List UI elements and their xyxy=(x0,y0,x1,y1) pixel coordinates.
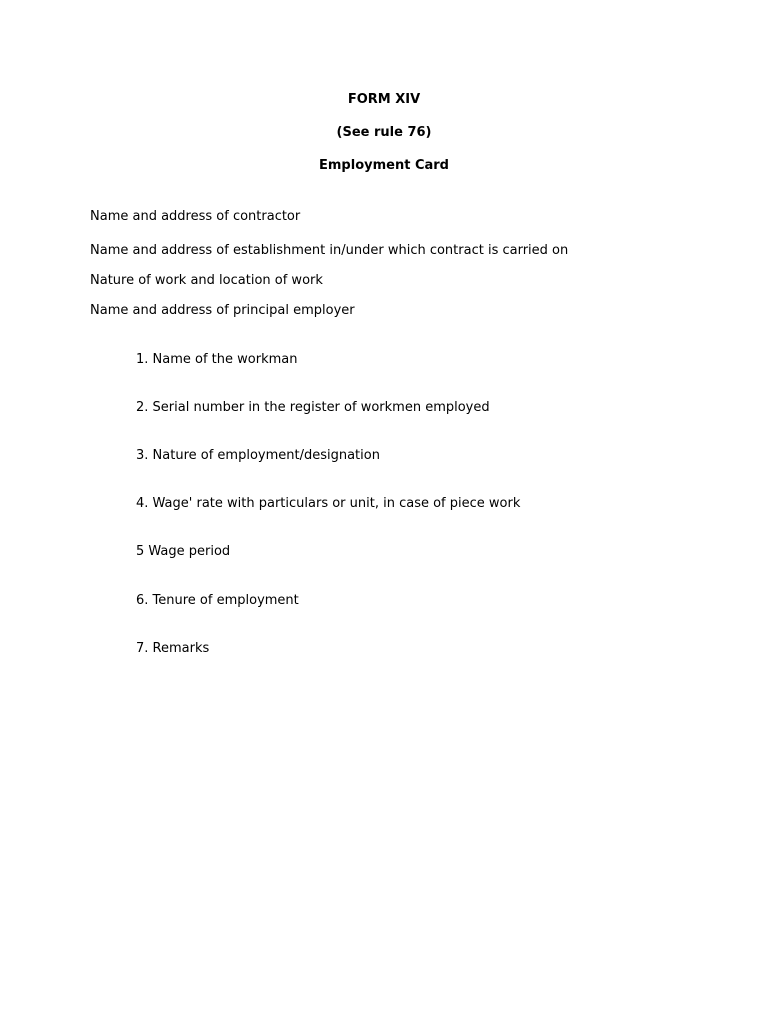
list-item-serial-number: 2. Serial number in the register of workmen employed xyxy=(136,400,490,415)
list-item-wage-period: 5 Wage period xyxy=(136,544,231,559)
form-title: FORM XIV xyxy=(347,92,421,107)
list-item-workman-name: 1. Name of the workman xyxy=(136,352,298,367)
field-establishment: Name and address of establishment in/under which contract is carried on xyxy=(90,243,569,258)
field-nature-of-work: Nature of work and location of work xyxy=(90,273,323,288)
list-item-tenure: 6. Tenure of employment xyxy=(136,593,299,608)
list-item-wage-rate: 4. Wage' rate with particulars or unit, in case of piece work xyxy=(136,496,521,511)
rule-reference: (See rule 76) xyxy=(336,125,432,140)
field-principal-employer: Name and address of principal employer xyxy=(90,303,355,318)
list-item-employment-designation: 3. Nature of employment/designation xyxy=(136,448,380,463)
field-contractor: Name and address of contractor xyxy=(90,209,301,224)
card-title: Employment Card xyxy=(319,158,449,173)
list-item-remarks: 7. Remarks xyxy=(136,641,210,656)
